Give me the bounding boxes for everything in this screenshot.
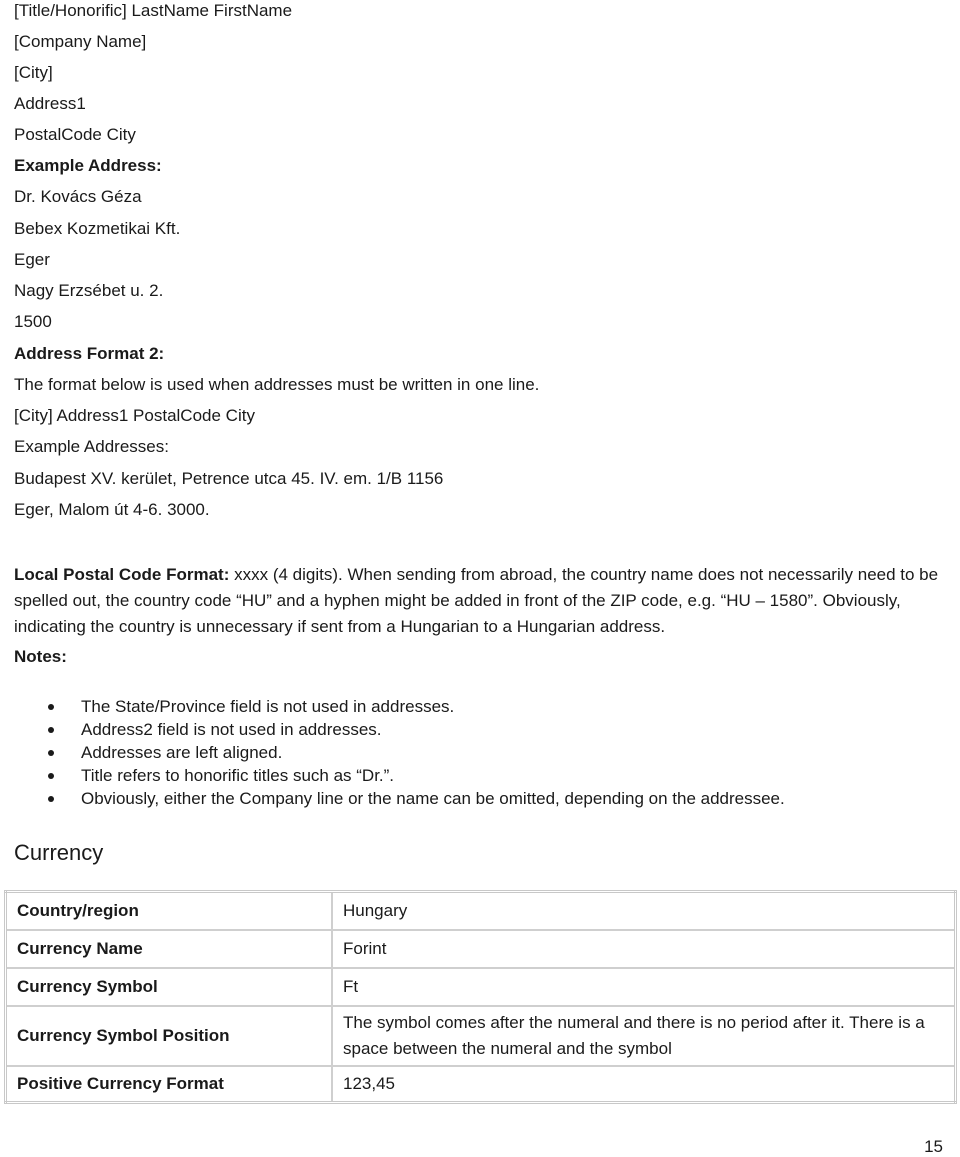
notes-list	[0, 695, 785, 810]
currency-value: Ft	[332, 968, 956, 1006]
example-address-oneline: Eger, Malom út 4-6. 3000.	[14, 500, 210, 519]
currency-heading: Currency	[14, 840, 104, 865]
currency-key: Currency Name	[6, 930, 333, 968]
example-address-line: Bebex Kozmetikai Kft.	[14, 219, 181, 238]
table-row	[6, 1066, 956, 1103]
example-addresses-heading: Example Addresses:	[14, 437, 169, 456]
currency-value: Forint	[332, 930, 956, 968]
address-format-2-heading: Address Format 2:	[14, 344, 165, 363]
example-address-line: 1500	[14, 312, 52, 331]
currency-key: Country/region	[6, 892, 333, 931]
list-item: Obviously, either the Company line or the name can be omitted, depending on the addressee.	[0, 787, 785, 810]
postal-code-label: Local Postal Code Format:	[14, 565, 230, 584]
currency-table	[4, 890, 957, 1104]
address-format-line: Address1	[14, 94, 86, 113]
postal-code-text: xxxx (4 digits). When sending from abroad, the country name does not necessarily need to be spelled out, the country code “HU” and a hyphen might be added in front of the ZIP code, e.g. “HU – 1580”. Obviously, indicating the country is unnecessary if sent from a Hungarian to a Hungarian address.	[14, 565, 939, 636]
list-item: Title refers to honorific titles such as “Dr.”.	[0, 764, 785, 787]
postal-code-paragraph	[14, 562, 944, 640]
address-format-2-description: The format below is used when addresses must be written in one line.	[14, 375, 540, 394]
table-row	[6, 892, 956, 931]
example-address-line: Nagy Erzsébet u. 2.	[14, 281, 164, 300]
currency-key: Positive Currency Format	[6, 1066, 333, 1103]
currency-value: Hungary	[332, 892, 956, 931]
address-format-2-format: [City] Address1 PostalCode City	[14, 406, 255, 425]
notes-heading: Notes:	[14, 647, 67, 666]
list-item: The State/Province field is not used in addresses.	[0, 695, 785, 718]
table-row	[6, 930, 956, 968]
example-address-line: Dr. Kovács Géza	[14, 187, 142, 206]
address-format-line: [Company Name]	[14, 32, 147, 51]
currency-value: The symbol comes after the numeral and there is no period after it. There is a space between the numeral and the symbol	[332, 1006, 956, 1066]
table-row	[6, 1006, 956, 1066]
example-address-line: Eger	[14, 250, 50, 269]
currency-key: Currency Symbol	[6, 968, 333, 1006]
example-address-heading: Example Address:	[14, 156, 162, 175]
page-number: 15	[924, 1137, 943, 1156]
table-row	[6, 968, 956, 1006]
address-format-line: PostalCode City	[14, 125, 136, 144]
address-format-line: [Title/Honorific] LastName FirstName	[14, 1, 293, 20]
list-item: Address2 field is not used in addresses.	[0, 718, 785, 741]
currency-value: 123,45	[332, 1066, 956, 1103]
address-format-line: [City]	[14, 63, 53, 82]
currency-key: Currency Symbol Position	[6, 1006, 333, 1066]
list-item: Addresses are left aligned.	[0, 741, 785, 764]
example-address-oneline: Budapest XV. kerület, Petrence utca 45. IV. em. 1/B 1156	[14, 469, 444, 488]
